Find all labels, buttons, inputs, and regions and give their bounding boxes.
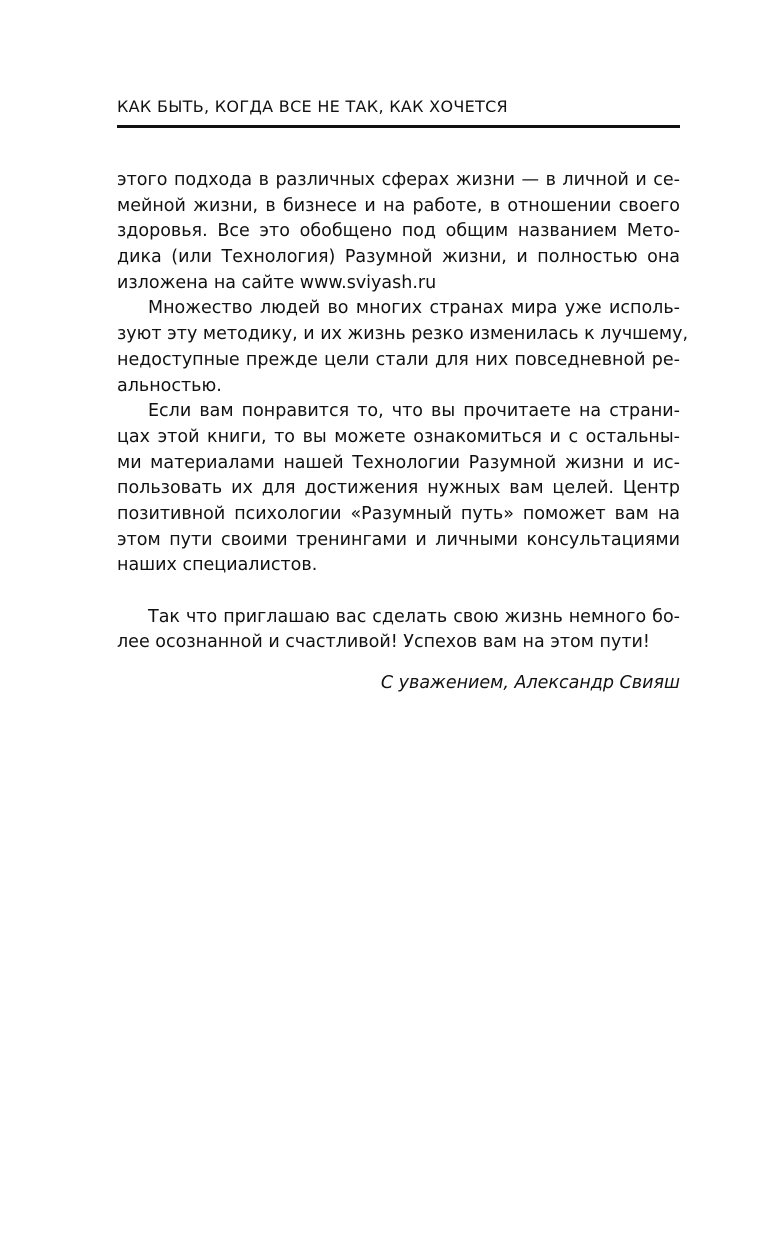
text-line: изложена на сайте www.sviyash.ru [117,272,437,293]
text-line: недоступные прежде цели стали для них повседневной ре- [117,349,680,370]
text-line: Так что приглашаю вас сделать свою жизнь немного бо- [148,606,680,627]
signature: С уважением, Александр Свияш [380,673,680,693]
text-line: этого подхода в различных сферах жизни — в личной и се- [117,170,680,190]
text-line: альностью. [117,375,222,396]
header-rule [117,125,680,128]
text-line: позитивной психологии «Разумный путь» поможет вам на [117,503,680,524]
text-line: дика (или Технология) Разумной жизни, и полностью она [117,247,680,268]
paragraph-4 [117,605,680,656]
text-line: здоровья. Все это обобщено под общим названием Мето- [117,221,680,242]
text-line: ми материалами нашей Технологии Разумной жизни и ис- [117,452,680,473]
paragraph-3 [117,399,680,579]
body-text [117,168,689,656]
paragraph-1 [117,168,680,296]
text-line: пользовать их для достижения нужных вам целей. Центр [117,478,680,499]
text-line: мейной жизни, в бизнесе и на работе, в отношении своего [117,195,680,216]
text-line: цах этой книги, то вы можете ознакомиться и с остальны- [117,426,680,447]
paragraph-2 [117,296,689,399]
running-header: КАК БЫТЬ, КОГДА ВСЕ НЕ ТАК, КАК ХОЧЕТСЯ [117,97,508,116]
text-line: наших специалистов. [117,555,318,576]
text-line: этом пути своими тренингами и личными консультациями [117,529,680,550]
paragraph-spacer [117,579,680,605]
text-line: Множество людей во многих странах мира уже исполь- [148,298,680,319]
text-line: зуют эту методику, и их жизнь резко изменилась к лучшему, [117,324,689,345]
text-line: лее осознанной и счастливой! Успехов вам на этом пути! [117,632,650,653]
text-line: Если вам понравится то, что вы прочитаете на страни- [148,401,680,422]
